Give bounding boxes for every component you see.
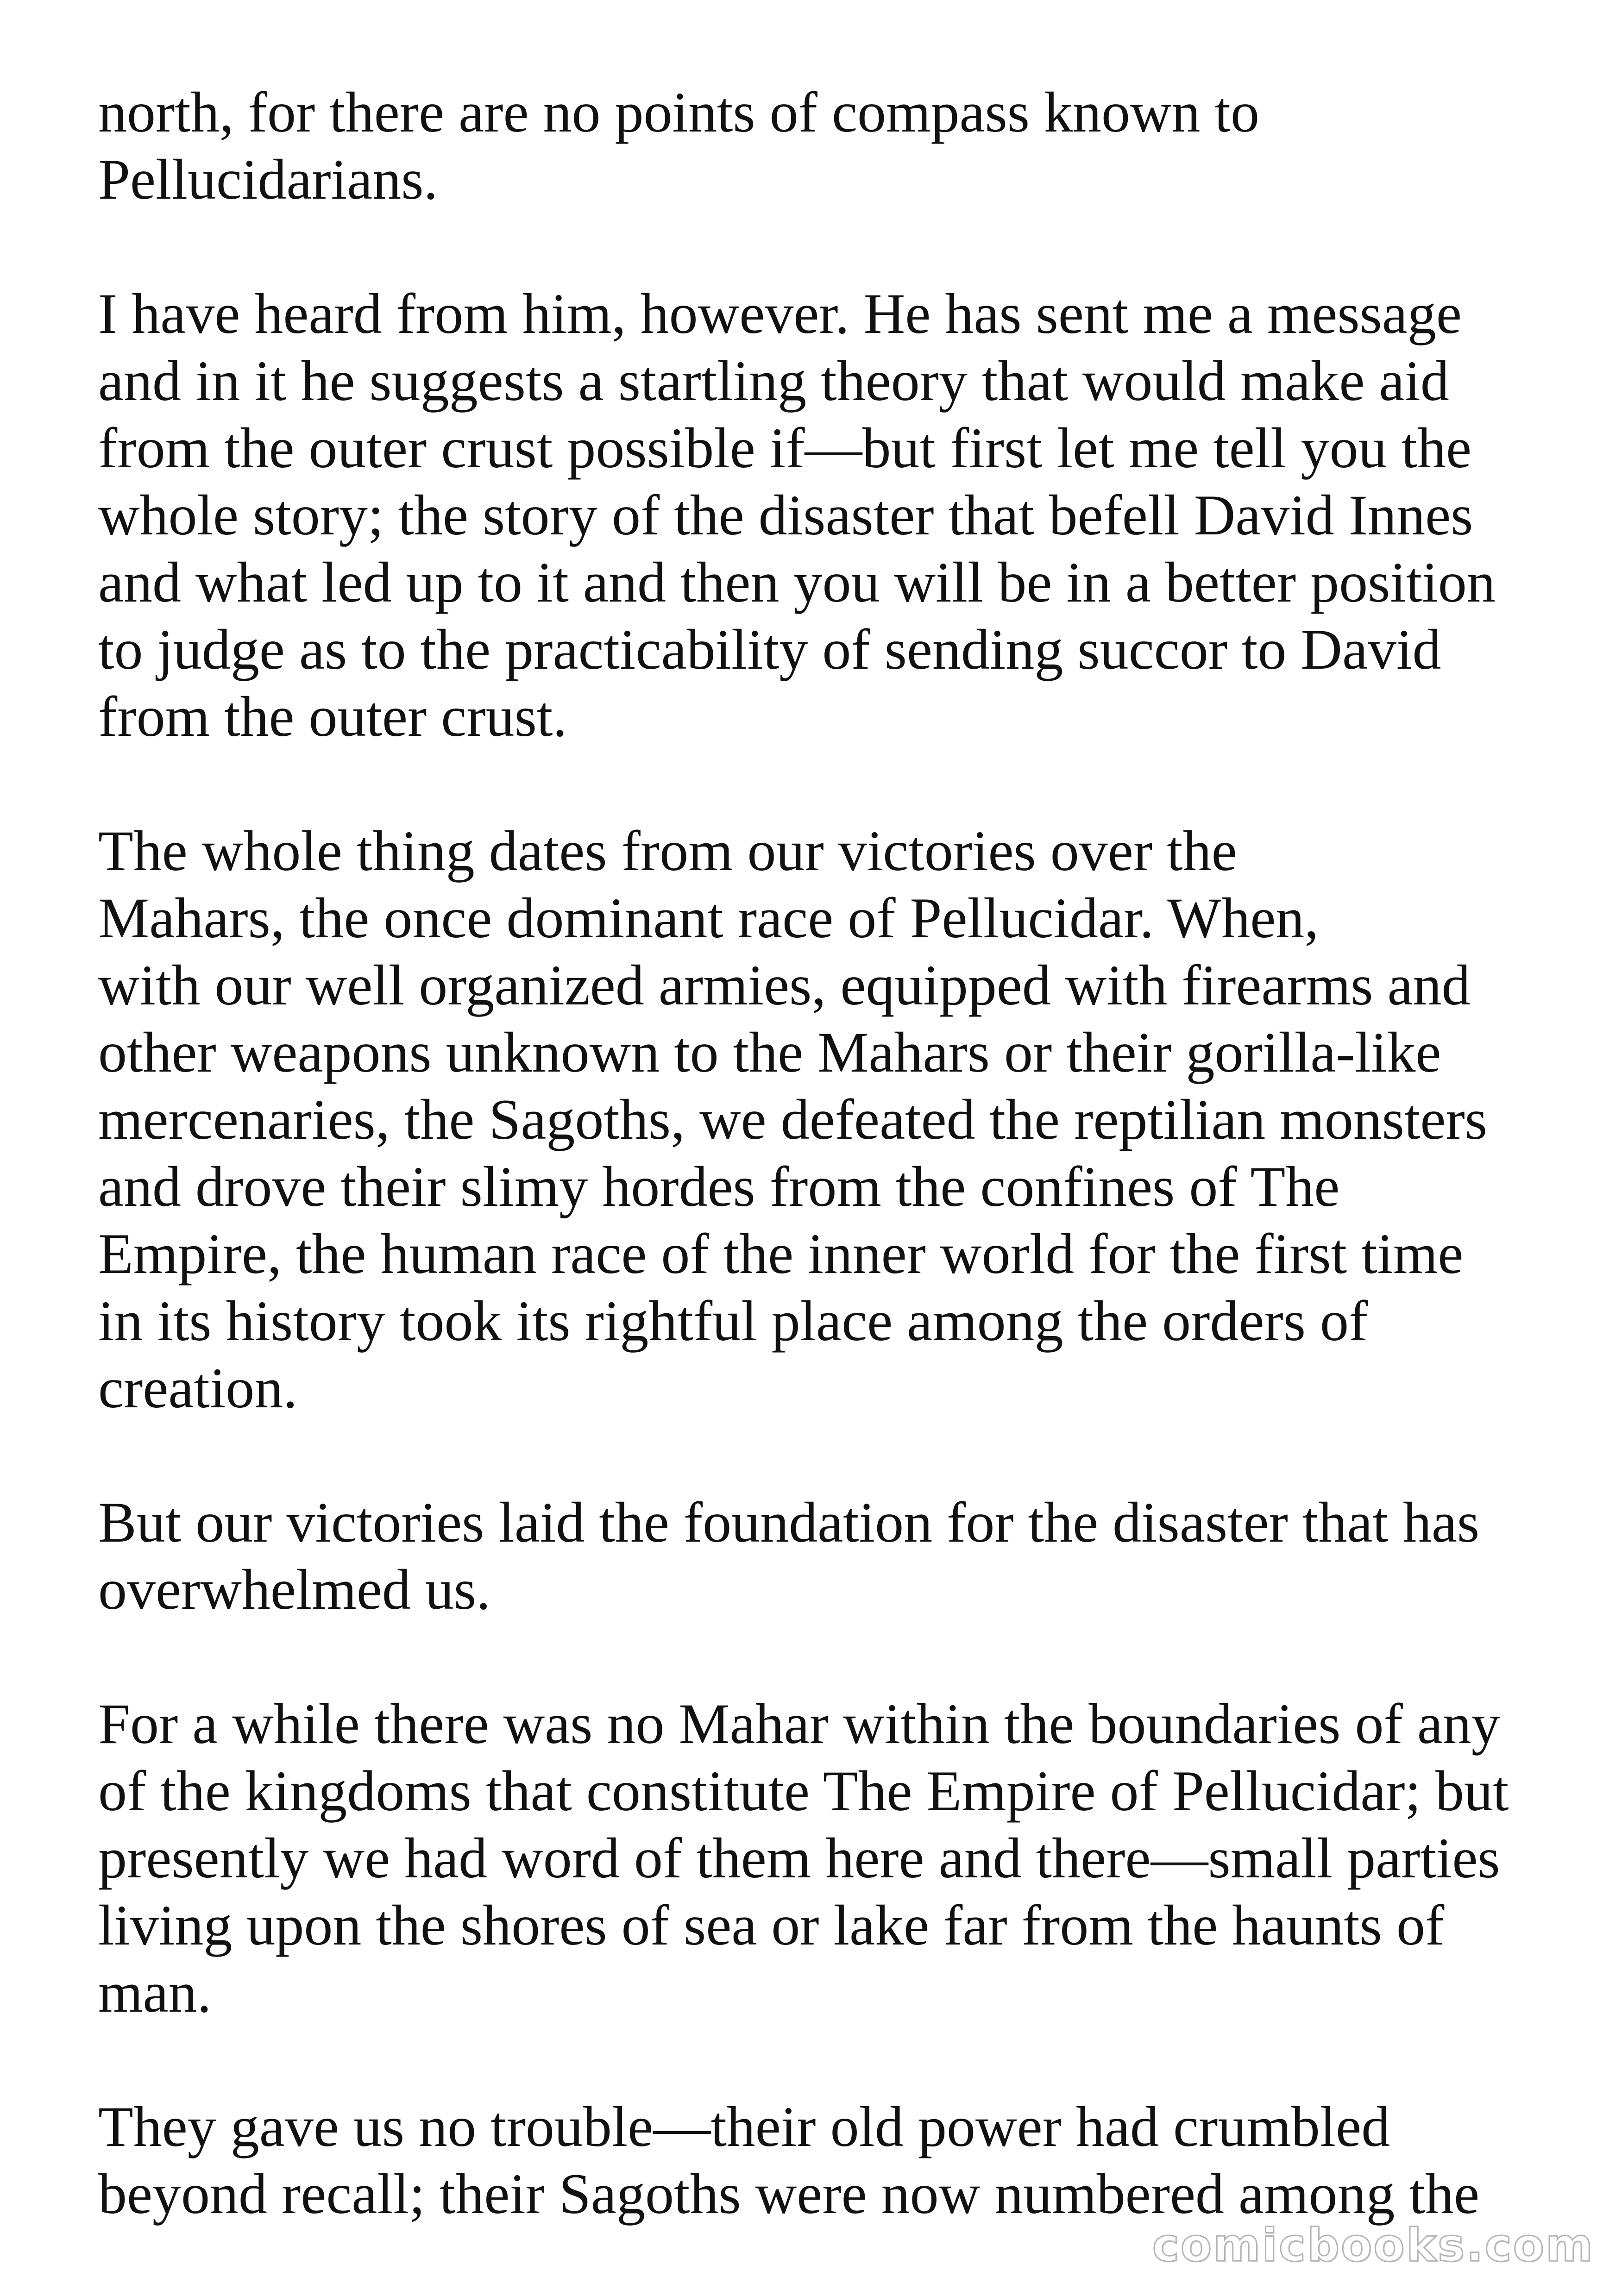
paragraph-1 bbox=[98, 79, 1553, 213]
text-line: and in it he suggests a startling theory that would make aid bbox=[98, 349, 1449, 413]
text-line: Pellucidarians. bbox=[98, 148, 438, 211]
text-line: creation. bbox=[98, 1356, 298, 1420]
text-line: For a while there was no Mahar within the boundaries of any bbox=[98, 1692, 1500, 1756]
paragraph-5 bbox=[98, 1690, 1553, 2026]
text-line: Mahars, the once dominant race of Pellucidar. When, bbox=[98, 886, 1319, 950]
text-line: north, for there are no points of compass known to bbox=[98, 81, 1260, 144]
text-line: man. bbox=[98, 1961, 212, 2024]
paragraph-2 bbox=[98, 280, 1553, 750]
text-line: with our well organized armies, equipped with firearms and bbox=[98, 954, 1471, 1017]
text-line: and what led up to it and then you will be in a better position bbox=[98, 551, 1496, 614]
text-line: and drove their slimy hordes from the confines of The bbox=[98, 1155, 1340, 1218]
text-line: other weapons unknown to the Mahars or their gorilla-like bbox=[98, 1021, 1441, 1084]
text-line: living upon the shores of sea or lake far from the haunts of bbox=[98, 1894, 1445, 1957]
paragraph-6 bbox=[98, 2093, 1553, 2227]
text-line: in its history took its rightful place among the orders of bbox=[98, 1289, 1368, 1353]
text-line: from the outer crust. bbox=[98, 685, 567, 748]
text-line: mercenaries, the Sagoths, we defeated the reptilian monsters bbox=[98, 1088, 1488, 1151]
paragraph-4 bbox=[98, 1489, 1553, 1623]
text-line: They gave us no trouble—their old power had crumbled bbox=[98, 2095, 1390, 2158]
text-line: But our victories laid the foundation for the disaster that has bbox=[98, 1491, 1480, 1554]
paragraph-3 bbox=[98, 817, 1553, 1422]
text-line: I have heard from him, however. He has sent me a message bbox=[98, 282, 1462, 345]
document-page bbox=[98, 79, 1553, 2295]
text-line: The whole thing dates from our victories over the bbox=[98, 819, 1237, 883]
text-line: whole story; the story of the disaster that befell David Innes bbox=[98, 483, 1473, 547]
text-line: presently we had word of them here and there—small parties bbox=[98, 1826, 1500, 1890]
text-line: beyond recall; their Sagoths were now numbered among the bbox=[98, 2162, 1479, 2226]
watermark-logo: comicbooks.com bbox=[1152, 2219, 1594, 2272]
text-line: Empire, the human race of the inner world for the first time bbox=[98, 1222, 1464, 1286]
text-line: overwhelmed us. bbox=[98, 1558, 491, 1621]
text-line: to judge as to the practicability of sending succor to David bbox=[98, 618, 1441, 681]
text-line: from the outer crust possible if—but first let me tell you the bbox=[98, 416, 1472, 480]
text-line: of the kingdoms that constitute The Empire of Pellucidar; but bbox=[98, 1759, 1509, 1823]
